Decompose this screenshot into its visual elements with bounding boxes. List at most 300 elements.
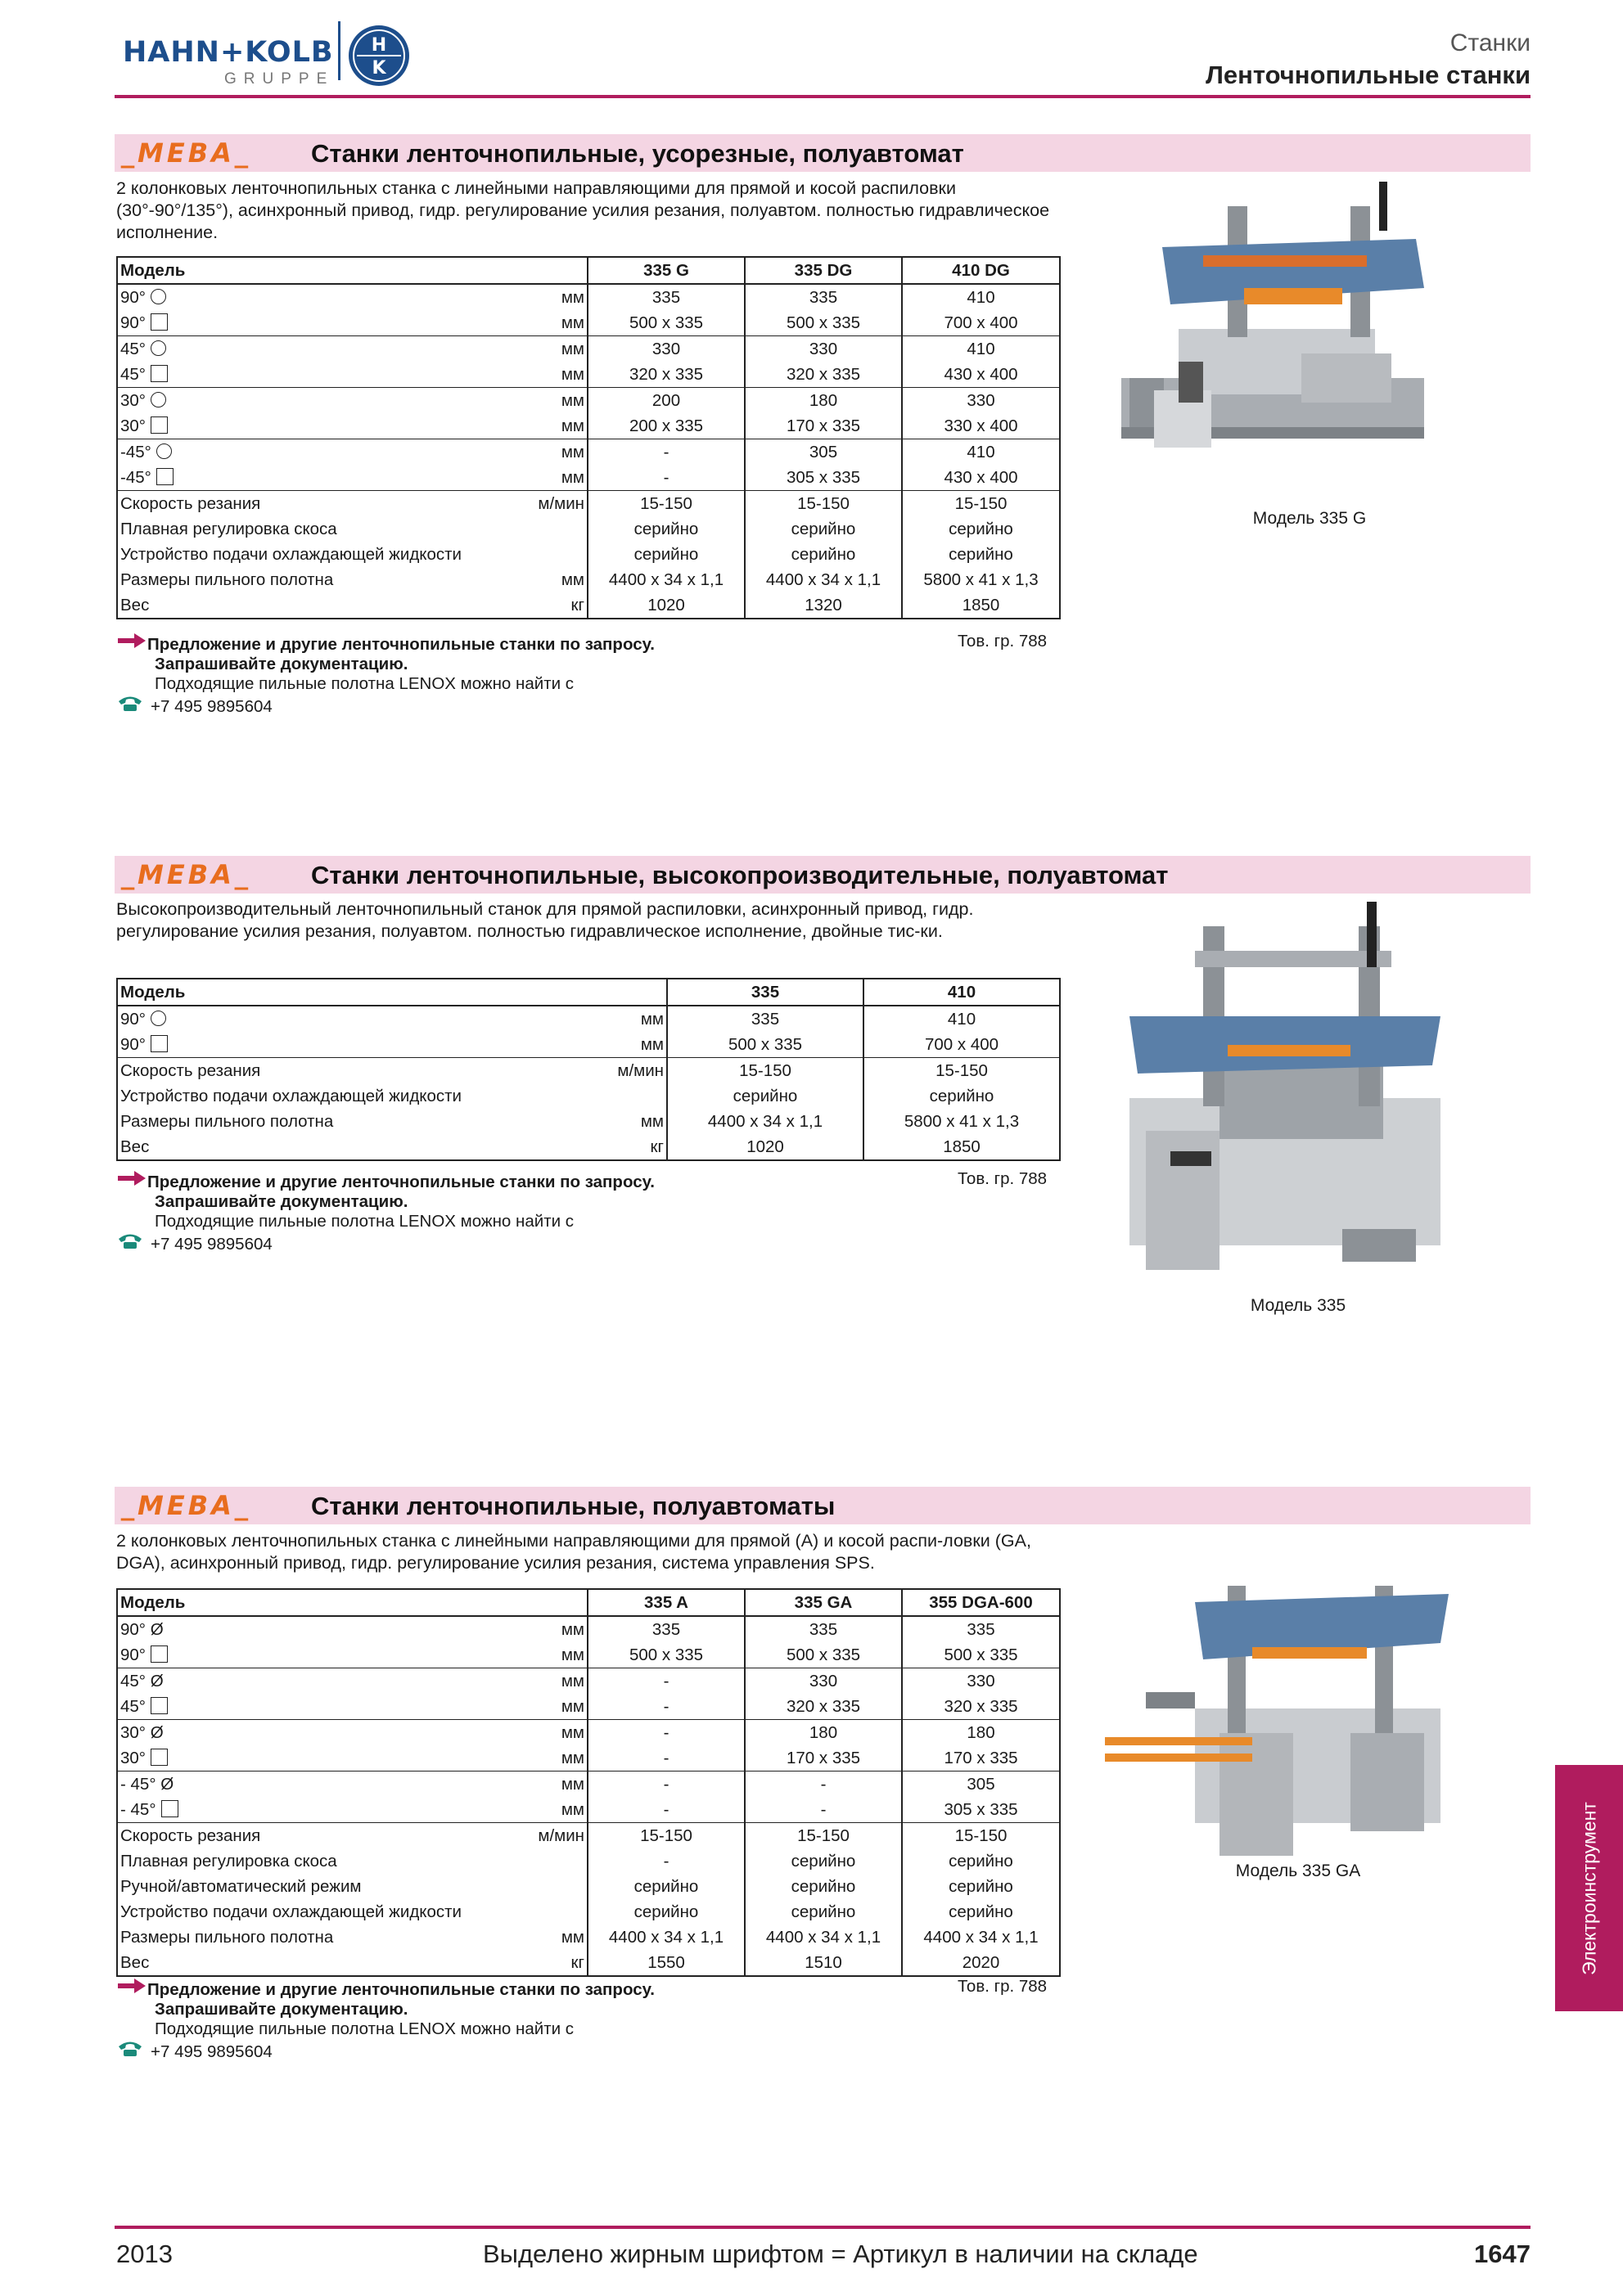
row-unit: мм xyxy=(561,1723,584,1742)
table-row xyxy=(117,491,1060,517)
table-row xyxy=(117,1823,1060,1849)
row-label-cell xyxy=(117,310,588,336)
table-cell: 1020 xyxy=(667,1134,863,1160)
row-unit: мм xyxy=(561,1800,584,1819)
note-lenox: Подходящие пильные полотна LENOX можно найти с xyxy=(155,2019,574,2038)
table-cell: 335 xyxy=(902,1616,1060,1642)
round-section-icon xyxy=(151,1011,166,1026)
section-3-brand-logo: _MEBA_ xyxy=(121,1490,251,1521)
section-1-title: Станки ленточнопильные, усорезные, полуавтомат xyxy=(311,139,964,168)
section-2-description: Высокопроизводительный ленточнопильный станок для прямой распиловки, асинхронный привод, гидр. регулирование усилия резания, полуавтом. полностью гидравлическое исполнение, двойные тис-ки. xyxy=(116,899,974,941)
section-3-product-group: Тов. гр. 788 xyxy=(958,1977,1048,1996)
rectangular-section-icon xyxy=(151,1645,168,1663)
row-unit: мм xyxy=(561,1775,584,1794)
row-label-cell xyxy=(117,1642,588,1668)
round-section-icon xyxy=(151,289,166,304)
table-cell: 330 xyxy=(745,1668,902,1695)
section-2-brand-logo: _MEBA_ xyxy=(121,859,251,890)
column-header-model: 335 G xyxy=(588,257,745,284)
row-unit: мм xyxy=(561,1620,584,1639)
column-header-model: 335 xyxy=(667,979,863,1006)
phone-number: +7 495 9895604 xyxy=(151,1235,273,1254)
table-cell: 320 x 335 xyxy=(745,362,902,388)
table-cell: 410 xyxy=(902,439,1060,466)
column-header-label: Модель xyxy=(117,257,588,284)
table-cell: 305 xyxy=(902,1772,1060,1798)
row-label: Устройство подачи охлаждающей жидкости xyxy=(120,545,462,564)
row-label: 30° xyxy=(120,1749,147,1767)
table-cell: - xyxy=(588,1694,745,1720)
section-1-product-group: Тов. гр. 788 xyxy=(958,632,1048,651)
row-label-cell xyxy=(117,1772,588,1798)
section-2-machine-image xyxy=(1097,902,1473,1278)
table-cell: серийно xyxy=(902,542,1060,567)
logo-badge-icon xyxy=(347,24,411,88)
column-header-model: 355 DGA-600 xyxy=(902,1589,1060,1616)
table-cell: 305 x 335 xyxy=(745,465,902,491)
table-row xyxy=(117,1925,1060,1950)
section-3-spec-table xyxy=(116,1588,1061,1977)
logo-gruppe: GRUPPE xyxy=(224,70,335,88)
row-label-cell xyxy=(117,439,588,466)
table-cell: 200 x 335 xyxy=(588,413,745,439)
table-cell: 330 xyxy=(902,1668,1060,1695)
table-row xyxy=(117,1950,1060,1976)
row-label-cell xyxy=(117,1134,667,1160)
row-label-cell xyxy=(117,1874,588,1899)
table-cell: серийно xyxy=(745,516,902,542)
table-cell: 15-150 xyxy=(902,491,1060,517)
table-cell: - xyxy=(588,1797,745,1823)
column-header-label: Модель xyxy=(117,1589,588,1616)
table-cell: 320 x 335 xyxy=(745,1694,902,1720)
side-tab[interactable] xyxy=(1555,1765,1623,2011)
table-row xyxy=(117,284,1060,310)
logo-separator xyxy=(338,21,340,80)
row-label: 30° Ø xyxy=(120,1723,164,1742)
table-cell: серийно xyxy=(588,542,745,567)
row-label-cell xyxy=(117,567,588,592)
table-cell: 330 xyxy=(745,336,902,362)
table-cell: - xyxy=(588,465,745,491)
table-cell: 335 xyxy=(745,284,902,310)
column-header-model: 410 xyxy=(863,979,1060,1006)
row-unit: мм xyxy=(561,288,584,307)
table-cell: - xyxy=(588,1772,745,1798)
rectangular-section-icon xyxy=(151,365,168,382)
table-cell: - xyxy=(588,1720,745,1746)
footer-year: 2013 xyxy=(116,2240,173,2268)
table-row xyxy=(117,465,1060,491)
table-cell: серийно xyxy=(667,1083,863,1109)
row-label: Размеры пильного полотна xyxy=(120,570,334,589)
table-cell: 500 x 335 xyxy=(745,1642,902,1668)
table-row xyxy=(117,310,1060,336)
table-cell: 180 xyxy=(745,1720,902,1746)
table-row xyxy=(117,413,1060,439)
table-cell: 335 xyxy=(588,284,745,310)
table-cell: 4400 x 34 x 1,1 xyxy=(902,1925,1060,1950)
table-row xyxy=(117,439,1060,466)
note-docs: Запрашивайте документацию. xyxy=(155,2000,408,2019)
row-label-cell xyxy=(117,491,588,517)
section-3-title: Станки ленточнопильные, полуавтоматы xyxy=(311,1492,836,1520)
section-2-notes xyxy=(116,1169,1059,1254)
table-row xyxy=(117,388,1060,414)
row-label: - 45° Ø xyxy=(120,1775,174,1794)
table-cell: 2020 xyxy=(902,1950,1060,1976)
table-cell: 5800 x 41 x 1,3 xyxy=(863,1109,1060,1134)
section-1-image-caption: Модель 335 G xyxy=(1252,509,1367,528)
row-label-cell xyxy=(117,388,588,414)
row-label: - 45° xyxy=(120,1800,156,1819)
section-3-notes xyxy=(116,1977,1059,2062)
section-1-machine-image xyxy=(1105,182,1457,501)
table-cell: 305 xyxy=(745,439,902,466)
arrow-icon xyxy=(116,632,147,650)
table-header-row xyxy=(117,257,1060,284)
rectangular-section-icon xyxy=(151,1697,168,1714)
row-label-cell xyxy=(117,1950,588,1976)
row-unit: кг xyxy=(570,596,584,615)
row-unit: м/мин xyxy=(538,494,584,513)
table-cell: серийно xyxy=(588,1874,745,1899)
row-label: Размеры пильного полотна xyxy=(120,1928,334,1947)
table-cell: 180 xyxy=(745,388,902,414)
table-cell: 320 x 335 xyxy=(588,362,745,388)
note-offer: Предложение и другие ленточнопильные станки по запросу. xyxy=(147,1980,655,1999)
table-header-row xyxy=(117,979,1060,1006)
table-row xyxy=(117,1032,1060,1058)
row-label: Устройство подачи охлаждающей жидкости xyxy=(120,1902,462,1921)
row-label: 45° xyxy=(120,340,147,358)
table-cell: 170 x 335 xyxy=(745,413,902,439)
table-row xyxy=(117,1058,1060,1084)
row-unit: мм xyxy=(561,391,584,410)
row-label-cell xyxy=(117,1720,588,1746)
table-cell: - xyxy=(588,439,745,466)
section-1-brand-logo: _MEBA_ xyxy=(121,137,251,169)
table-cell: 410 xyxy=(902,284,1060,310)
table-cell: 200 xyxy=(588,388,745,414)
table-cell: 335 xyxy=(745,1616,902,1642)
row-label: Вес xyxy=(120,596,150,615)
note-offer: Предложение и другие ленточнопильные станки по запросу. xyxy=(147,1173,655,1191)
table-cell: 5800 x 41 x 1,3 xyxy=(902,567,1060,592)
logo-badge-letter-h: H xyxy=(371,35,387,56)
table-cell: 700 x 400 xyxy=(902,310,1060,336)
table-row xyxy=(117,516,1060,542)
row-label: Размеры пильного полотна xyxy=(120,1112,334,1131)
table-cell: - xyxy=(745,1772,902,1798)
round-section-icon xyxy=(156,443,172,459)
table-row xyxy=(117,1694,1060,1720)
table-cell: 1850 xyxy=(902,592,1060,619)
table-row xyxy=(117,336,1060,362)
row-label-cell xyxy=(117,1899,588,1925)
table-cell: серийно xyxy=(902,1874,1060,1899)
table-cell: 330 xyxy=(588,336,745,362)
section-1-description: 2 колонковых ленточнопильных станка с линейными направляющими для прямой и косой распиловки (30°-90°/135°), асинхронный привод, гидр. регулирование усилия резания, полуавтом. полностью гидравлическое исполнение. xyxy=(116,178,1050,242)
row-label: Вес xyxy=(120,1953,150,1972)
table-cell: 4400 x 34 x 1,1 xyxy=(588,1925,745,1950)
table-cell: 180 xyxy=(902,1720,1060,1746)
table-cell: серийно xyxy=(745,542,902,567)
table-cell: 1850 xyxy=(863,1134,1060,1160)
row-unit: мм xyxy=(561,1645,584,1664)
table-cell: 170 x 335 xyxy=(745,1745,902,1772)
row-unit: мм xyxy=(640,1035,664,1054)
section-2-title: Станки ленточнопильные, высокопроизводительные, полуавтомат xyxy=(311,861,1169,889)
note-lenox: Подходящие пильные полотна LENOX можно найти с xyxy=(155,674,574,693)
arrow-icon xyxy=(116,1977,147,1995)
row-label-cell xyxy=(117,1694,588,1720)
section-3-description: 2 колонковых ленточнопильных станка с линейными направляющими для прямой (A) и косой распи-ловки (GA, DGA), асинхронный привод, гидр. регулирование усилия резания, система управления SPS. xyxy=(116,1531,1031,1573)
table-cell: 500 x 335 xyxy=(588,310,745,336)
row-label: 45° xyxy=(120,365,147,384)
table-cell: 500 x 335 xyxy=(667,1032,863,1058)
table-cell: 500 x 335 xyxy=(745,310,902,336)
row-label-cell xyxy=(117,465,588,491)
row-label-cell xyxy=(117,336,588,362)
table-row xyxy=(117,1616,1060,1642)
row-unit: мм xyxy=(561,340,584,358)
row-label: Ручной/автоматический режим xyxy=(120,1877,362,1896)
row-unit: мм xyxy=(561,468,584,487)
table-row xyxy=(117,1720,1060,1746)
row-label: 90° xyxy=(120,1035,147,1054)
row-label-cell xyxy=(117,1616,588,1642)
section-2-product-group: Тов. гр. 788 xyxy=(958,1169,1048,1188)
note-docs: Запрашивайте документацию. xyxy=(155,655,408,673)
table-cell: 4400 x 34 x 1,1 xyxy=(667,1109,863,1134)
row-label: 45° Ø xyxy=(120,1672,164,1690)
row-label: 30° xyxy=(120,416,147,435)
table-cell: 15-150 xyxy=(745,491,902,517)
table-row xyxy=(117,362,1060,388)
row-label: Скорость резания xyxy=(120,494,261,513)
table-cell: 330 x 400 xyxy=(902,413,1060,439)
table-cell: 500 x 335 xyxy=(588,1642,745,1668)
column-header-model: 335 GA xyxy=(745,1589,902,1616)
row-label: 90° xyxy=(120,313,147,332)
row-label: Скорость резания xyxy=(120,1826,261,1845)
table-row xyxy=(117,592,1060,619)
table-cell: 410 xyxy=(863,1006,1060,1032)
rectangular-section-icon xyxy=(151,313,168,331)
row-label-cell xyxy=(117,1058,667,1084)
table-cell: серийно xyxy=(588,1899,745,1925)
row-unit: мм xyxy=(561,313,584,332)
table-cell: серийно xyxy=(902,1848,1060,1874)
row-label: Плавная регулировка скоса xyxy=(120,1852,337,1871)
footer-rule xyxy=(115,2226,1531,2229)
table-cell: 335 xyxy=(588,1616,745,1642)
table-cell: серийно xyxy=(863,1083,1060,1109)
table-cell: серийно xyxy=(745,1848,902,1874)
table-cell: серийно xyxy=(745,1874,902,1899)
table-cell: серийно xyxy=(588,516,745,542)
row-label: -45° xyxy=(120,468,151,487)
table-row xyxy=(117,1642,1060,1668)
table-row xyxy=(117,1874,1060,1899)
header-subcategory: Ленточнопильные станки xyxy=(1206,61,1531,89)
arrow-icon xyxy=(116,1169,147,1187)
phone-icon xyxy=(116,1231,144,1249)
row-label: 90° Ø xyxy=(120,1620,164,1639)
section-3-machine-image xyxy=(1097,1569,1473,1864)
table-cell: 15-150 xyxy=(863,1058,1060,1084)
table-row xyxy=(117,542,1060,567)
row-label-cell xyxy=(117,1848,588,1874)
table-cell: серийно xyxy=(745,1899,902,1925)
section-1-notes xyxy=(116,632,1059,717)
table-row xyxy=(117,1083,1060,1109)
row-label-cell xyxy=(117,413,588,439)
rectangular-section-icon xyxy=(156,468,174,485)
header-rule xyxy=(115,95,1531,98)
section-2-image-caption: Модель 335 xyxy=(1250,1296,1346,1315)
rectangular-section-icon xyxy=(161,1800,178,1817)
row-unit: кг xyxy=(650,1137,664,1156)
row-label-cell xyxy=(117,1797,588,1823)
side-tab-label: Электроинструмент xyxy=(1578,1801,1599,1975)
table-row xyxy=(117,1109,1060,1134)
table-cell: 4400 x 34 x 1,1 xyxy=(745,1925,902,1950)
row-label: Скорость резания xyxy=(120,1061,261,1080)
row-unit: мм xyxy=(561,443,584,461)
table-row xyxy=(117,1848,1060,1874)
table-row xyxy=(117,1899,1060,1925)
column-header-label: Модель xyxy=(117,979,667,1006)
row-label: Плавная регулировка скоса xyxy=(120,520,337,538)
phone-number: +7 495 9895604 xyxy=(151,697,273,716)
table-row xyxy=(117,1745,1060,1772)
row-unit: мм xyxy=(561,570,584,589)
table-cell: 410 xyxy=(902,336,1060,362)
table-cell: 4400 x 34 x 1,1 xyxy=(745,567,902,592)
table-cell: 430 x 400 xyxy=(902,362,1060,388)
table-cell: серийно xyxy=(902,1899,1060,1925)
row-label-cell xyxy=(117,284,588,310)
row-label-cell xyxy=(117,1083,667,1109)
note-offer: Предложение и другие ленточнопильные станки по запросу. xyxy=(147,635,655,654)
table-row xyxy=(117,1772,1060,1798)
table-cell: 320 x 335 xyxy=(902,1694,1060,1720)
table-cell: 500 x 335 xyxy=(902,1642,1060,1668)
row-label-cell xyxy=(117,1006,667,1032)
section-2-spec-table xyxy=(116,978,1061,1161)
table-cell: 1020 xyxy=(588,592,745,619)
row-unit: мм xyxy=(640,1010,664,1029)
row-unit: мм xyxy=(561,1697,584,1716)
row-label-cell xyxy=(117,1032,667,1058)
table-row xyxy=(117,567,1060,592)
row-label-cell xyxy=(117,1823,588,1849)
rectangular-section-icon xyxy=(151,1749,168,1766)
row-label-cell xyxy=(117,1745,588,1772)
row-label: 30° xyxy=(120,391,147,410)
row-label: Вес xyxy=(120,1137,150,1156)
round-section-icon xyxy=(151,340,166,356)
table-cell: 335 xyxy=(667,1006,863,1032)
row-label: 90° xyxy=(120,1010,147,1029)
row-label-cell xyxy=(117,516,588,542)
row-label-cell xyxy=(117,1109,667,1134)
rectangular-section-icon xyxy=(151,1035,168,1052)
table-cell: 15-150 xyxy=(588,1823,745,1849)
section-1-spec-table xyxy=(116,256,1061,619)
row-label: 45° xyxy=(120,1697,147,1716)
table-cell: 1320 xyxy=(745,592,902,619)
row-label-cell xyxy=(117,542,588,567)
column-header-model: 335 A xyxy=(588,1589,745,1616)
phone-number: +7 495 9895604 xyxy=(151,2042,273,2061)
row-unit: мм xyxy=(561,1928,584,1947)
table-cell: 700 x 400 xyxy=(863,1032,1060,1058)
note-lenox: Подходящие пильные полотна LENOX можно найти с xyxy=(155,1212,574,1231)
phone-icon xyxy=(116,2039,144,2057)
row-unit: мм xyxy=(640,1112,664,1131)
table-cell: 15-150 xyxy=(588,491,745,517)
table-cell: - xyxy=(588,1668,745,1695)
row-unit: кг xyxy=(570,1953,584,1972)
phone-icon xyxy=(116,694,144,712)
rectangular-section-icon xyxy=(151,416,168,434)
note-docs: Запрашивайте документацию. xyxy=(155,1192,408,1211)
table-cell: 330 xyxy=(902,388,1060,414)
table-row xyxy=(117,1006,1060,1032)
table-row xyxy=(117,1668,1060,1695)
table-cell: 15-150 xyxy=(902,1823,1060,1849)
column-header-model: 410 DG xyxy=(902,257,1060,284)
column-header-model: 335 DG xyxy=(745,257,902,284)
table-cell: серийно xyxy=(902,516,1060,542)
footer-legend: Выделено жирным шрифтом = Артикул в наличии на складе xyxy=(483,2240,1198,2268)
row-label-cell xyxy=(117,592,588,619)
row-label-cell xyxy=(117,1925,588,1950)
table-cell: - xyxy=(588,1848,745,1874)
row-unit: мм xyxy=(561,416,584,435)
table-cell: 4400 x 34 x 1,1 xyxy=(588,567,745,592)
table-cell: - xyxy=(588,1745,745,1772)
table-cell: - xyxy=(745,1797,902,1823)
table-cell: 170 x 335 xyxy=(902,1745,1060,1772)
row-label-cell xyxy=(117,1668,588,1695)
row-unit: мм xyxy=(561,1672,584,1690)
table-header-row xyxy=(117,1589,1060,1616)
row-label: 90° xyxy=(120,288,147,307)
table-row xyxy=(117,1134,1060,1160)
table-cell: 430 x 400 xyxy=(902,465,1060,491)
row-label: Устройство подачи охлаждающей жидкости xyxy=(120,1087,462,1105)
header-category: Станки xyxy=(1449,29,1531,56)
row-label-cell xyxy=(117,362,588,388)
row-label: -45° xyxy=(120,443,151,461)
section-3-image-caption: Модель 335 GA xyxy=(1235,1862,1361,1880)
table-row xyxy=(117,1797,1060,1823)
round-section-icon xyxy=(151,392,166,407)
row-unit: м/мин xyxy=(617,1061,664,1080)
logo-wordmark: HAHN+KOLB xyxy=(123,36,334,69)
table-cell: 15-150 xyxy=(745,1823,902,1849)
table-cell: 1510 xyxy=(745,1950,902,1976)
row-unit: мм xyxy=(561,365,584,384)
row-unit: м/мин xyxy=(538,1826,584,1845)
table-cell: 15-150 xyxy=(667,1058,863,1084)
row-label: 90° xyxy=(120,1645,147,1664)
row-unit: мм xyxy=(561,1749,584,1767)
